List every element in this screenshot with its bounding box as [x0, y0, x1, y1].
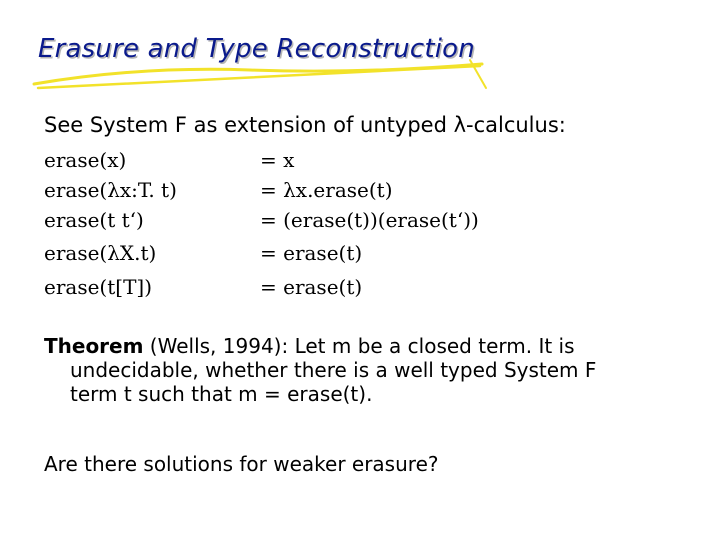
theorem-line: undecidable, whether there is a well typed System F — [70, 358, 597, 382]
equation-row — [44, 148, 295, 172]
equation-lhs: erase(λX.t) — [44, 241, 157, 265]
equation-lhs: erase(x) — [44, 148, 127, 172]
theorem-block — [44, 334, 684, 406]
equation-lhs: erase(λx:T. t) — [44, 178, 177, 202]
equation-row — [44, 275, 363, 299]
theorem-line: (Wells, 1994): Let m be a closed term. It is — [143, 334, 575, 358]
equation-rhs: = erase(t) — [260, 275, 363, 299]
theorem-label: Theorem — [44, 334, 144, 358]
theorem-line: term t such that m = erase(t). — [70, 382, 373, 406]
equation-rhs: = (erase(t))(erase(t‘)) — [260, 208, 479, 232]
equation-lhs: erase(t[T]) — [44, 275, 153, 299]
equation-rhs: = λx.erase(t) — [260, 178, 393, 202]
question-text: Are there solutions for weaker erasure? — [44, 452, 439, 476]
equation-lhs: erase(t t‘) — [44, 208, 144, 232]
equation-row — [44, 178, 393, 202]
slide-title: Erasure and Type Reconstruction — [38, 34, 475, 64]
equation-row — [44, 241, 363, 265]
highlighter-stroke — [30, 58, 490, 92]
equation-rhs: = erase(t) — [260, 241, 363, 265]
intro-text: See System F as extension of untyped λ-calculus: — [44, 113, 566, 137]
equation-rhs: = x — [260, 148, 295, 172]
equation-row — [44, 208, 479, 232]
